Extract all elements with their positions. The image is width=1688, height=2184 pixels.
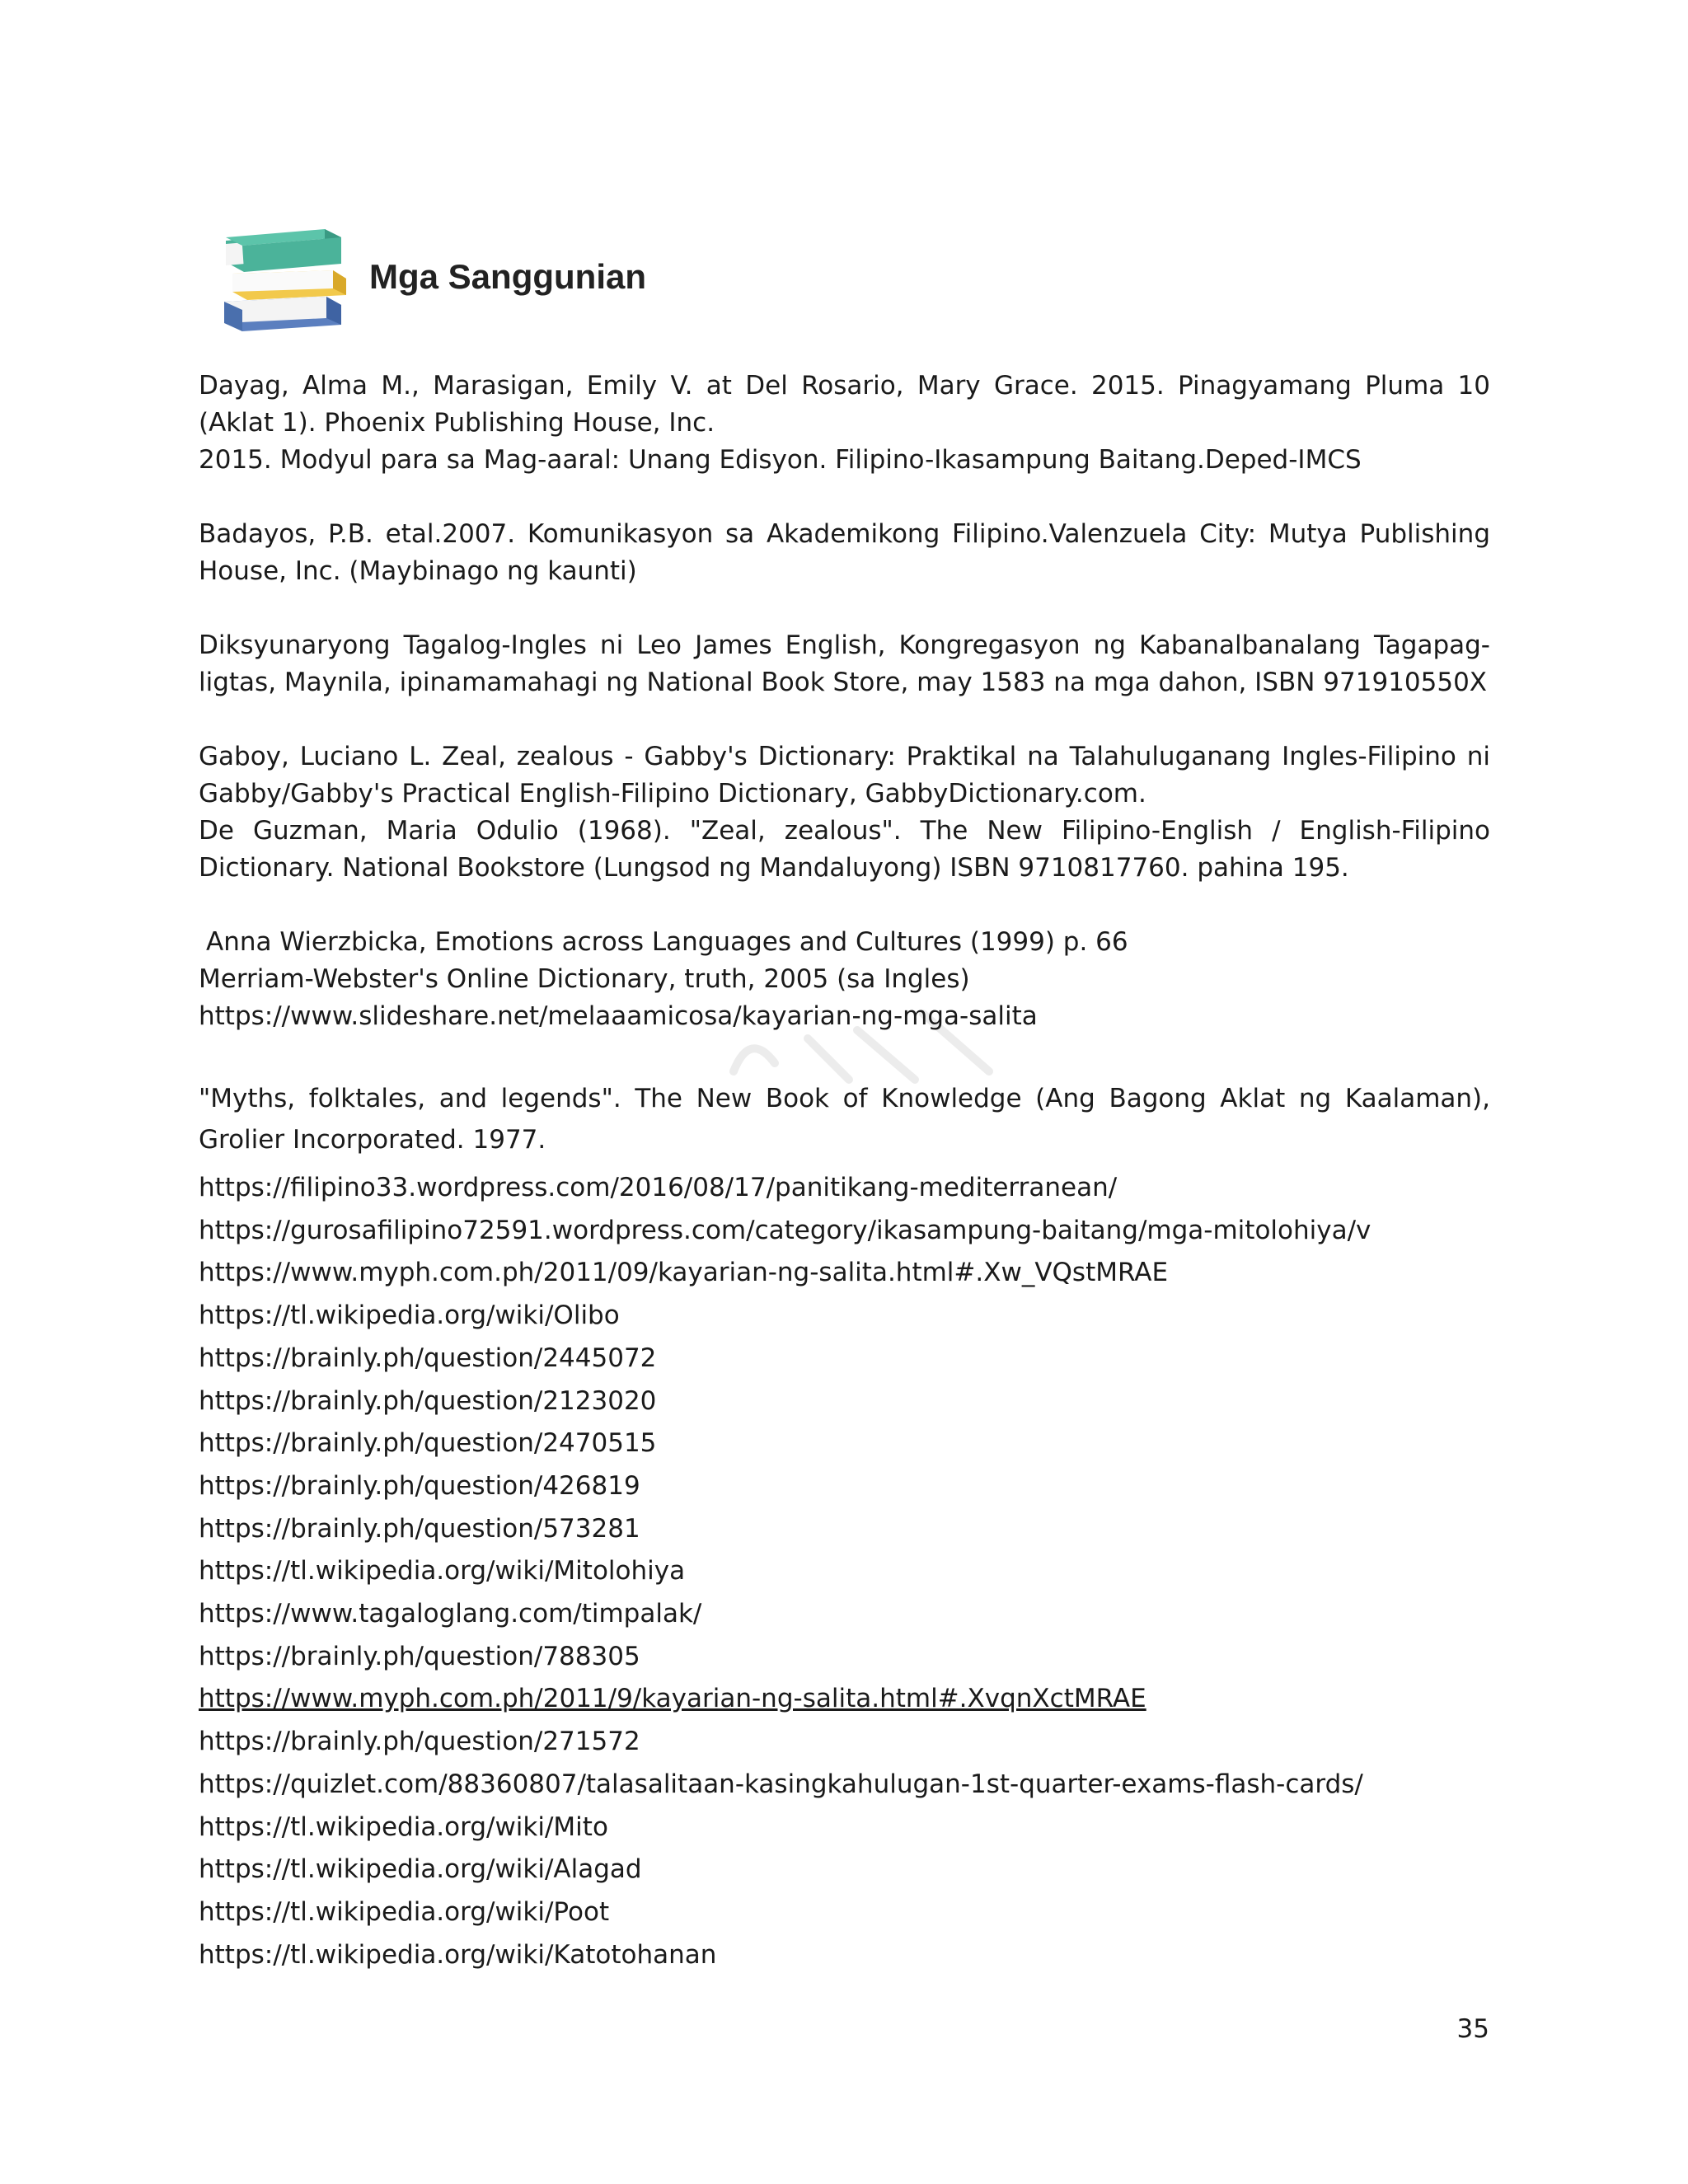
reference-entry: 2015. Modyul para sa Mag-aaral: Unang Edisyon. Filipino-Ikasampung Baitang.Deped-IMCS (199, 445, 1362, 475)
section-title: Mga Sanggunian (369, 257, 646, 296)
reference-link[interactable]: https://gurosafilipino72591.wordpress.com/category/ikasampung-baitang/mga-mitolohiya/v (199, 1215, 1372, 1245)
reference-entry: "Myths, folktales, and legends". The New Book of Knowledge (Ang Bagong Aklat ng Kaalaman), Grolier Incorporated. 1977. (199, 1084, 1490, 1155)
reference-link[interactable]: https://tl.wikipedia.org/wiki/Poot (199, 1896, 610, 1927)
reference-link[interactable]: https://brainly.ph/question/788305 (199, 1641, 640, 1671)
reference-link[interactable]: https://tl.wikipedia.org/wiki/Olibo (199, 1301, 620, 1331)
url-list (199, 1167, 1490, 1976)
reference-link[interactable]: https://www.slideshare.net/melaaamicosa/kayarian-ng-mga-salita (199, 1001, 1038, 1031)
reference-link[interactable]: https://tl.wikipedia.org/wiki/Katotohanan (199, 1939, 717, 1970)
reference-link[interactable]: https://brainly.ph/question/2445072 (199, 1343, 657, 1373)
books-stack-icon (218, 216, 349, 333)
reference-entry: Merriam-Webster's Online Dictionary, truth, 2005 (sa Ingles) (199, 964, 970, 994)
reference-entry: De Guzman, Maria Odulio (1968). "Zeal, zealous". The New Filipino-English / English-Filipino Dictionary. National Bookstore (Lungsod ng Mandaluyong) ISBN 9710817760. pahina 195. (199, 816, 1490, 883)
reference-link[interactable]: https://filipino33.wordpress.com/2016/08/17/panitikang-mediterranean/ (199, 1173, 1118, 1202)
reference-link[interactable]: https://brainly.ph/question/2123020 (199, 1385, 657, 1416)
section-header (218, 216, 959, 340)
reference-entry: Badayos, P.B. etal.2007. Komunikasyon sa Akademikong Filipino.Valenzuela City: Mutya Publishing House, Inc. (Maybinago ng kaunti) (199, 519, 1490, 586)
reference-entry: Diksyunaryong Tagalog-Ingles ni Leo James English, Kongregasyon ng Kabanalbanalang Tagapag-ligtas, Maynila, ipinamamahagi ng National Book Store, may 1583 na mga dahon, ISBN 971910550X (199, 630, 1490, 697)
page-number: 35 (1456, 2014, 1489, 2044)
reference-link[interactable]: https://brainly.ph/question/426819 (199, 1470, 640, 1501)
reference-entry: Dayag, Alma M., Marasigan, Emily V. at Del Rosario, Mary Grace. 2015. Pinagyamang Pluma 10 (Aklat 1). Phoenix Publishing House, Inc. (199, 371, 1490, 438)
reference-link[interactable]: https://tl.wikipedia.org/wiki/Mito (199, 1811, 608, 1842)
reference-link[interactable]: https://quizlet.com/88360807/talasalitaan-kasingkahulugan-1st-quarter-exams-flash-cards/ (199, 1769, 1363, 1799)
reference-link[interactable]: https://tl.wikipedia.org/wiki/Alagad (199, 1854, 642, 1885)
reference-entry: Gaboy, Luciano L. Zeal, zealous - Gabby's Dictionary: Praktikal na Talahuluganang Ingles-Filipino ni Gabby/Gabby's Practical English-Filipino Dictionary, GabbyDictionary.com. (199, 742, 1490, 808)
reference-link[interactable]: https://brainly.ph/question/2470515 (199, 1428, 657, 1459)
references-list (199, 368, 1490, 1976)
reference-link[interactable]: https://tl.wikipedia.org/wiki/Mitolohiya (199, 1556, 686, 1586)
hyperlink-underlined[interactable]: https://www.myph.com.ph/2011/9/kayarian-ng-salita.html#.XvqnXctMRAE (199, 1684, 1146, 1714)
reference-link[interactable]: https://www.tagaloglang.com/timpalak/ (199, 1599, 702, 1629)
reference-link[interactable]: https://www.myph.com.ph/2011/09/kayarian-ng-salita.html#.Xw_VQstMRAE (199, 1258, 1169, 1288)
reference-entry: Anna Wierzbicka, Emotions across Languages and Cultures (1999) p. 66 (206, 927, 1128, 957)
reference-link[interactable]: https://brainly.ph/question/573281 (199, 1513, 640, 1544)
reference-link[interactable]: https://brainly.ph/question/271572 (199, 1727, 640, 1757)
